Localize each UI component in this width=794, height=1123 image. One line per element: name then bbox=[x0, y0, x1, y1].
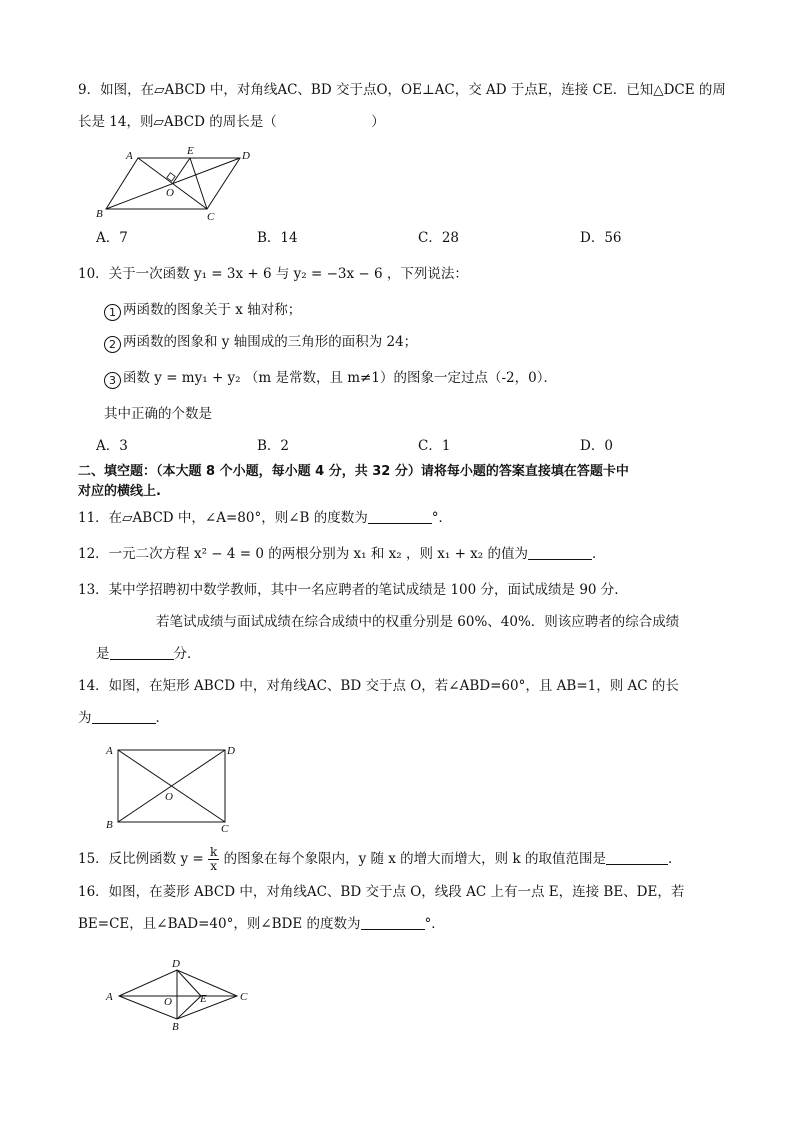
q15-fraction-denominator: x bbox=[210, 859, 218, 873]
q16-label-d: D bbox=[172, 958, 180, 970]
q15-fraction bbox=[208, 846, 219, 873]
q9-label-e: E bbox=[187, 145, 194, 157]
q14-label-d: D bbox=[227, 745, 235, 757]
q12-suffix: ． bbox=[592, 546, 606, 562]
q13-line3-suffix: 分． bbox=[173, 646, 201, 662]
q9-parallelogram-figure bbox=[92, 143, 262, 225]
q13-answer-blank[interactable] bbox=[110, 645, 174, 660]
q10-statement-1 bbox=[104, 300, 301, 321]
q9-option-b[interactable]: B．14 bbox=[257, 230, 298, 246]
q15-fraction-numerator: k bbox=[210, 845, 218, 859]
q16-line2 bbox=[78, 914, 445, 934]
q10-mark-3: 3 bbox=[104, 372, 121, 389]
q11-answer-blank[interactable] bbox=[368, 509, 432, 524]
q16-line2-text: BE=CE，且∠BAD=40°，则∠BDE 的度数为 bbox=[78, 916, 361, 932]
q16-line2-suffix: °． bbox=[424, 916, 445, 932]
q10-mark-1: 1 bbox=[104, 304, 121, 321]
q9-label-o: O bbox=[166, 187, 174, 199]
q16-rhombus-figure bbox=[104, 954, 264, 1034]
q12 bbox=[78, 544, 606, 564]
q14-line2 bbox=[78, 708, 169, 728]
q10-option-a[interactable]: A．3 bbox=[96, 438, 128, 454]
q14-line2-suffix: ． bbox=[155, 710, 169, 726]
q12-answer-blank[interactable] bbox=[528, 545, 592, 560]
q9-label-d: D bbox=[242, 150, 250, 162]
q10-statement-2 bbox=[104, 332, 417, 353]
q11-suffix: °． bbox=[431, 510, 452, 526]
q14-answer-blank[interactable] bbox=[92, 709, 156, 724]
q15 bbox=[78, 844, 681, 874]
q15-suffix: ． bbox=[667, 851, 682, 867]
q13-line3-prefix: 是 bbox=[96, 646, 110, 662]
q11-text: 11．在▱ABCD 中，∠A=80°，则∠B 的度数为 bbox=[78, 510, 368, 526]
q13-line3 bbox=[96, 644, 201, 664]
q13-line2: 若笔试成绩与面试成绩在综合成绩中的权重分别是 60%、40%．则该应聘者的综合成绩 bbox=[156, 614, 680, 630]
q15-text: 15．反比例函数 y = bbox=[78, 851, 204, 867]
q15-text-mid: 的图象在每个象限内，y 随 x 的增大而增大，则 k 的取值范围是 bbox=[219, 851, 606, 867]
q11 bbox=[78, 508, 452, 528]
q9-label-c: C bbox=[207, 211, 215, 223]
section2-heading-line1: 二、填空题：（本大题 8 个小题，每小题 4 分，共 32 分）请将每小题的答案直接填在答题卡中 bbox=[78, 464, 629, 479]
q14-line2-prefix: 为 bbox=[78, 710, 92, 726]
q14-rectangle-figure bbox=[100, 738, 250, 838]
q14-line1: 14．如图，在矩形 ABCD 中，对角线AC、BD 交于点 O，若∠ABD=60°，且 AB=1，则 AC 的长 bbox=[78, 678, 679, 694]
q10-ask: 其中正确的个数是 bbox=[104, 406, 212, 422]
q16-label-c: C bbox=[240, 991, 248, 1003]
q10-statement-3-text: 函数 y = my₁ + y₂ （m 是常数，且 m≠1）的图象一定过点（-2，0）． bbox=[123, 370, 557, 386]
q13-line1: 13．某中学招聘初中数学教师，其中一名应聘者的笔试成绩是 100 分，面试成绩是 90 分. bbox=[78, 582, 619, 598]
q9-option-d[interactable]: D．56 bbox=[580, 230, 622, 246]
q15-answer-blank[interactable] bbox=[606, 850, 668, 865]
q10-statement-3 bbox=[104, 368, 557, 389]
q14-label-a: A bbox=[106, 745, 113, 757]
q16-label-o: O bbox=[164, 996, 172, 1008]
q16-label-a: A bbox=[106, 991, 113, 1003]
q9-line1: 9．如图，在▱ABCD 中，对角线AC、BD 交于点O，OE⊥AC，交 AD 于点E，连接 CE．已知△DCE 的周 bbox=[78, 82, 726, 98]
q10-option-c[interactable]: C．1 bbox=[418, 438, 451, 454]
q9-label-b: B bbox=[96, 208, 103, 220]
q10-option-d[interactable]: D．0 bbox=[580, 438, 613, 454]
q10-option-b[interactable]: B．2 bbox=[257, 438, 290, 454]
q9-option-a[interactable]: A．7 bbox=[96, 230, 128, 246]
q16-label-b: B bbox=[172, 1021, 179, 1033]
q14-label-b: B bbox=[106, 819, 113, 831]
q10-statement-2-text: 两函数的图象和 y 轴围成的三角形的面积为 24； bbox=[123, 334, 418, 350]
q10-stem: 10．关于一次函数 y₁ = 3x + 6 与 y₂ = −3x − 6 ，下列说法： bbox=[78, 266, 468, 282]
q10-statement-1-text: 两函数的图象关于 x 轴对称； bbox=[123, 302, 302, 318]
q9-label-a: A bbox=[126, 150, 133, 162]
q14-label-c: C bbox=[221, 823, 229, 835]
q10-mark-2: 2 bbox=[104, 336, 121, 353]
section2-heading-line2: 对应的横线上. bbox=[78, 484, 161, 499]
q16-line1: 16．如图，在菱形 ABCD 中，对角线AC、BD 交于点 O，线段 AC 上有一点 E，连接 BE、DE，若 bbox=[78, 884, 685, 900]
q16-answer-blank[interactable] bbox=[361, 915, 425, 930]
q16-label-e: E bbox=[200, 993, 207, 1005]
q14-label-o: O bbox=[165, 791, 173, 803]
q9-line2: 长是 14，则▱ABCD 的周长是（ ） bbox=[78, 114, 385, 130]
q9-option-c[interactable]: C．28 bbox=[418, 230, 460, 246]
q12-text: 12．一元二次方程 x² − 4 = 0 的两根分别为 x₁ 和 x₂ ，则 x₁ + x₂ 的值为 bbox=[78, 546, 528, 562]
